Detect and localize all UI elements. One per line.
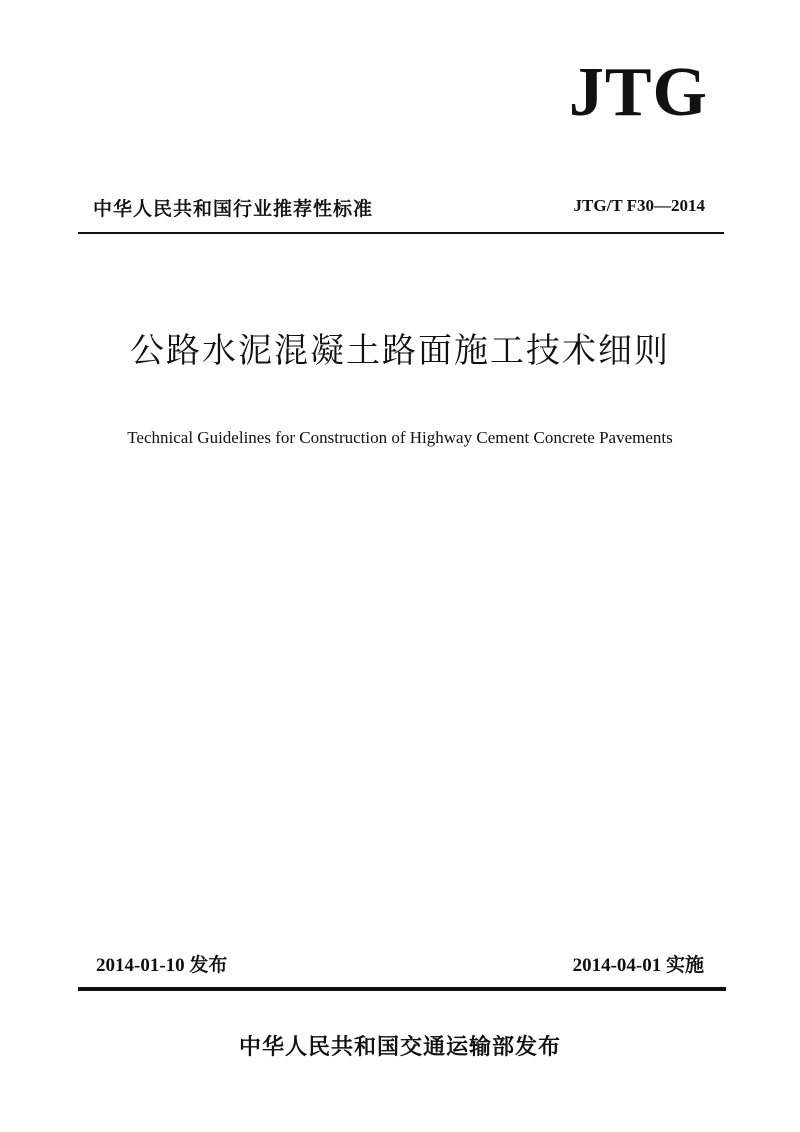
header-divider	[78, 232, 724, 234]
standard-category: 中华人民共和国行业推荐性标准	[93, 198, 374, 220]
publisher: 中华人民共和国交通运输部发布	[238, 1035, 561, 1060]
issue-date: 2014-01-10 发布	[96, 955, 228, 976]
jtg-logo: JTG	[568, 54, 708, 131]
implementation-date: 2014-04-01 实施	[572, 955, 704, 976]
title-chinese: 公路水泥混凝土路面施工技术细则	[130, 331, 670, 371]
standard-number: JTG/T F30—2014	[573, 196, 705, 215]
footer-divider	[78, 987, 726, 991]
title-english: Technical Guidelines for Construction of Highway Cement Concrete Pavements	[127, 428, 673, 447]
